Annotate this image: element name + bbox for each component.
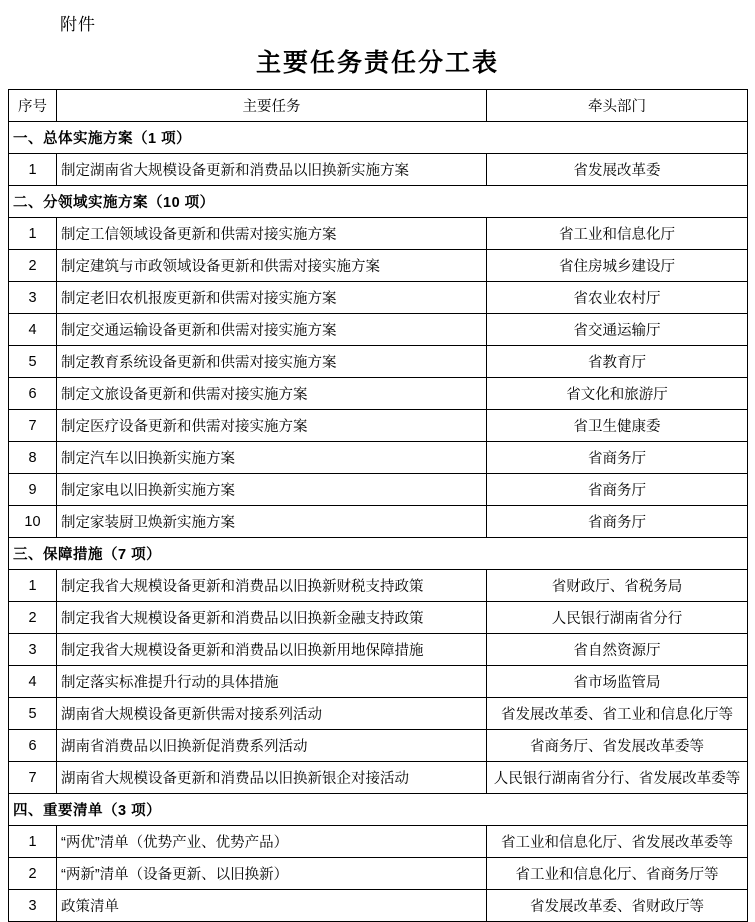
table-row — [9, 378, 748, 410]
table-row — [9, 602, 748, 634]
row-task: 制定建筑与市政领域设备更新和供需对接实施方案 — [57, 250, 487, 282]
section-heading: 二、分领域实施方案（10 项） — [9, 186, 748, 218]
row-department: 省商务厅、省发展改革委等 — [487, 730, 748, 762]
row-task: 制定交通运输设备更新和供需对接实施方案 — [57, 314, 487, 346]
row-task: 制定家装厨卫焕新实施方案 — [57, 506, 487, 538]
row-department: 省工业和信息化厅 — [487, 218, 748, 250]
row-department: 省商务厅 — [487, 474, 748, 506]
row-task: 制定我省大规模设备更新和消费品以旧换新金融支持政策 — [57, 602, 487, 634]
table-row — [9, 762, 748, 794]
row-sequence: 4 — [9, 314, 57, 346]
table-body — [9, 90, 748, 922]
table-row — [9, 154, 748, 186]
row-department: 省发展改革委 — [487, 154, 748, 186]
row-department: 省商务厅 — [487, 506, 748, 538]
row-sequence: 1 — [9, 218, 57, 250]
row-department: 省卫生健康委 — [487, 410, 748, 442]
row-sequence: 4 — [9, 666, 57, 698]
table-row — [9, 698, 748, 730]
table-row — [9, 410, 748, 442]
document-page — [0, 10, 755, 915]
row-sequence: 3 — [9, 634, 57, 666]
table-row — [9, 250, 748, 282]
row-department: 人民银行湖南省分行、省发展改革委等 — [487, 762, 748, 794]
table-row — [9, 634, 748, 666]
row-task: 制定工信领域设备更新和供需对接实施方案 — [57, 218, 487, 250]
section-heading-row — [9, 538, 748, 570]
row-task: 湖南省消费品以旧换新促消费系列活动 — [57, 730, 487, 762]
row-task: 制定医疗设备更新和供需对接实施方案 — [57, 410, 487, 442]
task-responsibility-table — [8, 89, 748, 922]
row-department: 省发展改革委、省工业和信息化厅等 — [487, 698, 748, 730]
row-task: “两优”清单（优势产业、优势产品） — [57, 826, 487, 858]
table-row — [9, 858, 748, 890]
table-row — [9, 730, 748, 762]
section-heading-row — [9, 186, 748, 218]
row-sequence: 5 — [9, 346, 57, 378]
table-row — [9, 474, 748, 506]
column-header-dept: 牵头部门 — [487, 90, 748, 122]
row-department: 省财政厅、省税务局 — [487, 570, 748, 602]
row-sequence: 6 — [9, 730, 57, 762]
row-sequence: 1 — [9, 826, 57, 858]
row-sequence: 8 — [9, 442, 57, 474]
table-row — [9, 506, 748, 538]
row-department: 省交通运输厅 — [487, 314, 748, 346]
row-task: 制定落实标准提升行动的具体措施 — [57, 666, 487, 698]
table-row — [9, 314, 748, 346]
row-sequence: 3 — [9, 282, 57, 314]
row-sequence: 5 — [9, 698, 57, 730]
table-row — [9, 346, 748, 378]
row-department: 省住房城乡建设厅 — [487, 250, 748, 282]
row-task: 制定湖南省大规模设备更新和消费品以旧换新实施方案 — [57, 154, 487, 186]
column-header-task: 主要任务 — [57, 90, 487, 122]
table-row — [9, 442, 748, 474]
row-task: 制定我省大规模设备更新和消费品以旧换新财税支持政策 — [57, 570, 487, 602]
row-task: 制定家电以旧换新实施方案 — [57, 474, 487, 506]
row-sequence: 3 — [9, 890, 57, 922]
table-row — [9, 666, 748, 698]
row-sequence: 7 — [9, 410, 57, 442]
row-sequence: 2 — [9, 602, 57, 634]
row-sequence: 2 — [9, 858, 57, 890]
row-department: 省农业农村厅 — [487, 282, 748, 314]
row-department: 省文化和旅游厅 — [487, 378, 748, 410]
row-department: 省商务厅 — [487, 442, 748, 474]
row-department: 省工业和信息化厅、省发展改革委等 — [487, 826, 748, 858]
section-heading-row — [9, 794, 748, 826]
row-task: 政策清单 — [57, 890, 487, 922]
row-department: 省教育厅 — [487, 346, 748, 378]
row-department: 省自然资源厅 — [487, 634, 748, 666]
row-task: 湖南省大规模设备更新供需对接系列活动 — [57, 698, 487, 730]
row-sequence: 9 — [9, 474, 57, 506]
row-sequence: 1 — [9, 570, 57, 602]
row-department: 省工业和信息化厅、省商务厅等 — [487, 858, 748, 890]
table-header-row — [9, 90, 748, 122]
row-sequence: 7 — [9, 762, 57, 794]
row-sequence: 6 — [9, 378, 57, 410]
row-department: 省发展改革委、省财政厅等 — [487, 890, 748, 922]
table-row — [9, 282, 748, 314]
column-header-seq: 序号 — [9, 90, 57, 122]
row-sequence: 1 — [9, 154, 57, 186]
row-department: 省市场监管局 — [487, 666, 748, 698]
row-department: 人民银行湖南省分行 — [487, 602, 748, 634]
row-task: “两新”清单（设备更新、以旧换新） — [57, 858, 487, 890]
section-heading: 三、保障措施（7 项） — [9, 538, 748, 570]
row-task: 湖南省大规模设备更新和消费品以旧换新银企对接活动 — [57, 762, 487, 794]
section-heading-row — [9, 122, 748, 154]
table-row — [9, 218, 748, 250]
attachment-label: 附件 — [60, 15, 96, 34]
row-task: 制定我省大规模设备更新和消费品以旧换新用地保障措施 — [57, 634, 487, 666]
table-row — [9, 826, 748, 858]
row-task: 制定老旧农机报废更新和供需对接实施方案 — [57, 282, 487, 314]
table-row — [9, 570, 748, 602]
page-title: 主要任务责任分工表 — [255, 50, 499, 77]
table-row — [9, 890, 748, 922]
row-task: 制定教育系统设备更新和供需对接实施方案 — [57, 346, 487, 378]
row-task: 制定文旅设备更新和供需对接实施方案 — [57, 378, 487, 410]
row-task: 制定汽车以旧换新实施方案 — [57, 442, 487, 474]
row-sequence: 10 — [9, 506, 57, 538]
section-heading: 一、总体实施方案（1 项） — [9, 122, 748, 154]
section-heading: 四、重要清单（3 项） — [9, 794, 748, 826]
row-sequence: 2 — [9, 250, 57, 282]
